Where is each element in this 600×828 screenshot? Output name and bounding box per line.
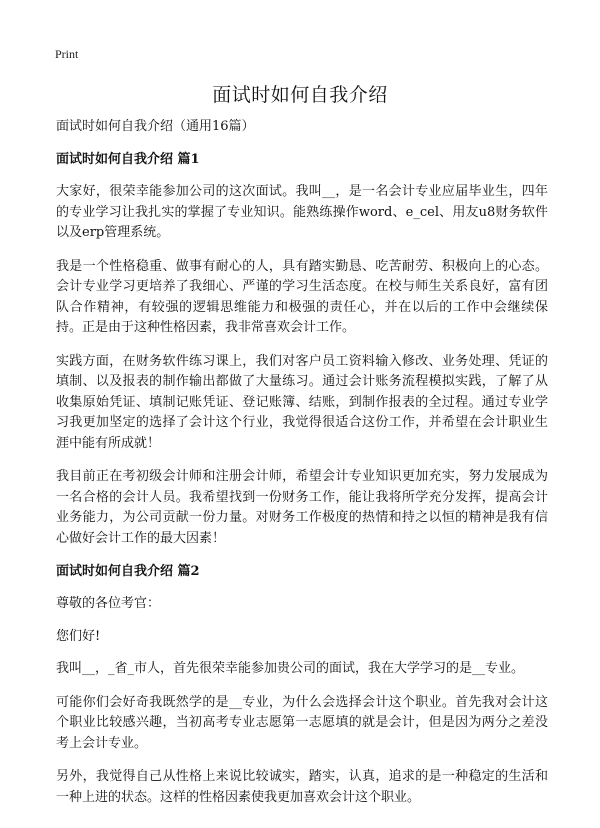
print-label: Print bbox=[55, 47, 79, 61]
paragraph: 我目前正在考初级会计师和注册会计师，希望会计专业知识更加充实，努力发展成为一名合格的会计人员。我希望找到一份财务工作，能让我将所学充分发挥，提高会计业务能力，为公司贡献一份力量。对财务工作极度的热情和持之以恒的精神是我有信心做好会计工作的最大因素！ bbox=[56, 469, 548, 546]
section-heading: 面试时如何自我介绍 篇1 bbox=[56, 152, 200, 167]
paragraph: 另外，我觉得自己从性格上来说比较诚实，踏实，认真，追求的是一种稳定的生活和一种上进的状态。这样的性格因素使我更加喜欢会计这个职业。 bbox=[56, 769, 548, 805]
paragraph: 尊敬的各位考官： bbox=[56, 596, 161, 611]
paragraph: 可能你们会好奇我既然学的是__专业，为什么会选择会计这个职业。首先我对会计这个职业比较感兴趣，当初高考专业志愿第一志愿填的就是会计，但是因为两分之差没考上会计专业。 bbox=[56, 694, 548, 751]
paragraph: 我是一个性格稳重、做事有耐心的人，具有踏实勤恳、吃苦耐劳、积极向上的心态。会计专业学习更培养了我细心、严谨的学习生活态度。在校与师生关系良好，富有团队合作精神，有较强的逻辑思维能力和极强的责任心，并在以后的工作中会继续保持。正是由于这种性格因素，我非常喜欢会计工作。 bbox=[56, 258, 548, 335]
document-body bbox=[56, 117, 548, 821]
section-1 bbox=[56, 150, 548, 549]
paragraph: 我叫__，_省_市人，首先很荣幸能参加贵公司的面试，我在大学学习的是__专业。 bbox=[56, 661, 525, 676]
section-2 bbox=[56, 562, 548, 808]
section-heading: 面试时如何自我介绍 篇2 bbox=[56, 564, 200, 579]
paragraph: 实践方面，在财务软件练习课上，我们对客户员工资料输入修改、业务处理、凭证的填制、以及报表的制作输出都做了大量练习。通过会计账务流程模拟实践，了解了从收集原始凭证、填制记账凭证、登记账簿、结账，到制作报表的全过程。通过专业学习我更加坚定的选择了会计这个行业，我觉得很适合这份工作，并希望在会计职业生涯中能有所成就！ bbox=[56, 353, 548, 451]
document-title: 面试时如何自我介绍 bbox=[212, 84, 388, 106]
paragraph: 您们好! bbox=[56, 628, 101, 644]
paragraph: 大家好，很荣幸能参加公司的这次面试。我叫__，是一名会计专业应届毕业生，四年的专业学习让我扎实的掌握了专业知识。能熟练操作word、e_cel、用友u8财务软件以及erp管理系统。 bbox=[56, 184, 548, 240]
document-subtitle: 面试时如何自我介绍（通用16篇） bbox=[56, 119, 255, 134]
